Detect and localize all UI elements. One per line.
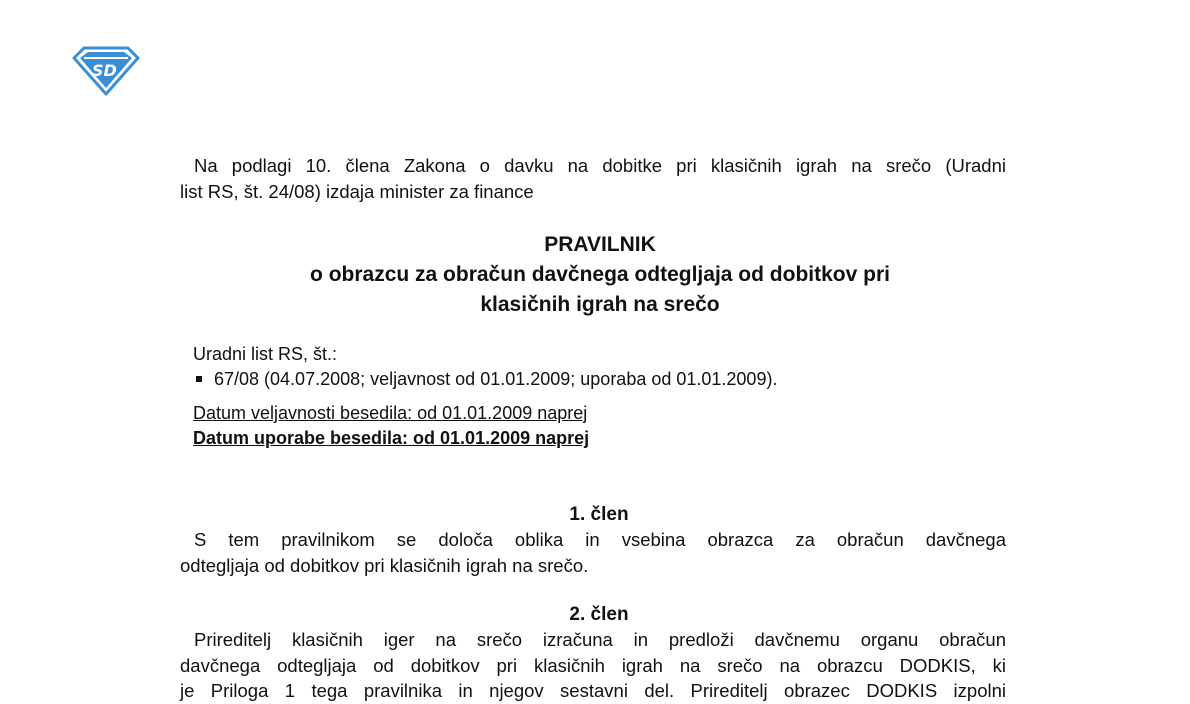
article-2-heading: 2. člen [569,604,629,625]
document-title [180,230,1020,320]
title-line-2: o obrazcu za obračun davčnega odtegljaja od dobitkov pri [310,263,890,286]
article-2-text [180,627,1006,704]
article-1-heading: 1. člen [569,504,629,525]
article-1-line-1: S tem pravilnikom se določa oblika in vsebina obrazca za obračun davčnega [194,529,1006,550]
gazette-block [193,342,777,451]
intro-line-2: list RS, št. 24/08) izdaja minister za finance [180,180,534,202]
intro-line-1: Na podlagi 10. člena Zakona o davku na dobitke pri klasičnih igrah na srečo (Uradni [194,155,1006,176]
bullet-icon [196,376,202,382]
usage-date: Datum uporabe besedila: od 01.01.2009 naprej [193,428,590,448]
intro-paragraph [180,153,1006,204]
title-line-3: klasičnih igrah na srečo [480,293,720,316]
article-2-line-1: Prireditelj klasičnih iger na srečo izračuna in predloži davčnemu organu obračun [194,629,1006,650]
logo-letters: SD [92,61,117,80]
article-2-line-2: davčnega odtegljaja od dobitkov pri klasičnih igrah na srečo na obrazcu DODKIS, ki [180,654,1006,676]
article-2-line-3: je Priloga 1 tega pravilnika in njegov sestavni del. Prireditelj obrazec DODKIS izpolni [180,680,1006,701]
title-line-1: PRAVILNIK [544,233,656,256]
article-1-text [180,527,1006,578]
gazette-label: Uradni list RS, št.: [193,344,338,364]
gazette-entry: 67/08 (04.07.2008; veljavnost od 01.01.2009; uporaba od 01.01.2009). [214,369,778,389]
article-1-line-2: odtegljaja od dobitkov pri klasičnih igrah na srečo. [180,554,589,576]
gazette-entry-row [193,367,777,392]
validity-date: Datum veljavnosti besedila: od 01.01.2009 naprej [193,403,588,423]
sd-logo-icon [70,44,142,98]
